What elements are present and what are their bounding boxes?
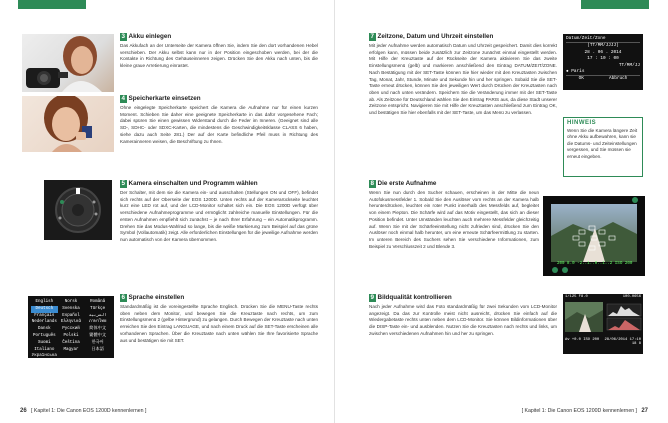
zone-label: Paris: [571, 69, 585, 75]
language-option[interactable]: Norsk: [64, 300, 78, 304]
hint-title: HINWEIS: [567, 120, 597, 126]
language-option[interactable]: Nederlands: [31, 320, 57, 325]
section-7: [369, 33, 557, 117]
section-title: Zeitzone, Datum und Uhrzeit einstellen: [377, 33, 494, 40]
language-option[interactable]: [58, 353, 85, 360]
section-body: Mit jeder Aufnahme werden automatisch Datum und Uhrzeit gespeichert. Damit dies korrekt erfolgen kann, müssen beide zusätzlich zur Zeitzone zunächst einmal eingestellt werden. Mit Hilfe der Kreuztaste auf der Rückseite der Kamera aktivieren Sie das zweite Einstellungsmenü (gelb) und markieren anschließend den Eintrag DATUM/ZEIT/ZONE. Nach Bestätigung mit der SET-Taste können Sie hier wieder mit den Kreuztasten zwischen Tag, Monat, Jahr, Stunde, Minute und Sekunde hin und her springen. Sobald Sie die SET-Taste erneut drücken, können Sie den jeweiligen Wert durch Drücken der Kreuztasten nach oben und nach unten verändern. Speichern Sie die Veränderung immer mit der SET-Taste ab. Als Zeitzone für Deutschland wählen Sie den Eintrag PARIS aus, da diese Stadt unserer Zeitzone entspricht. Navigieren Sie mit Hilfe der Kreuztasten anschließend zum Eintrag OK, und bestätigen Sie hier ebenfalls mit der SET-Taste, um das Menü zu verlassen.: [369, 43, 557, 116]
section-body: Standardmäßig ist die voreingestellte Sprache Englisch. Drücken Sie die MENU-Taste rechts oben neben dem Monitor, und bewegen Sie die Kreuztaste nach rechts, um zum Einstellungsmenü 2 (gelbe Hintergrund) zu gelangen. Durch Bewegen der Kreuztaste nach unten erreichen Sie den Eintrag LANGUAGE, und nach einem Druck auf die SET-Taste erscheinen alle vorhandenen Sprachen. Über die Kreuztaste nach unten wählen Sie Ihre favorisierte Sprache aus und bestätigen sie mit SET.: [120, 304, 318, 343]
hint-box: [563, 117, 643, 177]
section-number: 7: [370, 33, 375, 40]
viewfinder-readout: 200 8.0 -2..1..0..1..2 ISO 200: [557, 262, 633, 266]
section-heading: [120, 180, 318, 188]
language-option[interactable]: Українська: [31, 354, 57, 359]
section-9: [369, 294, 557, 338]
section-heading: [369, 180, 539, 188]
language-option[interactable]: Italiano: [34, 347, 55, 352]
section-body: Wenn Sie nun durch den Sucher schauen, erscheinen in der Mitte die neun Autofokusmessfelder 1. Sobald Sie den Auslöser vorn rechts an der Kamera halb herunterdrücken, leuchtet ein roter Punkt innerhalb des Messfelds auf, begleitet von einem Piepton. Die Schärfe wird auf das Motiv eingestellt, das sich an dieser Position befindet. Unter Umständen leuchten auch mehrere Messfelder gleichzeitig auf. Wenn Sie mit der Schärfeeinstellung nicht zufrieden sind, drücken Sie den Auslöser noch einmal halb herunter, um eine erneute Schärfeermittlung zu starten. Im unteren Bereich des Suchers sehen Sie verschiedene Informationen, zum Beispiel zu Verschlusszeit 2 und Blende 3.: [369, 190, 539, 249]
section-number: 4: [121, 95, 126, 102]
section-number: 6: [121, 294, 126, 301]
section-body: Das Akkufach an der Unterseite der Kamera öffnen Sie, indem Sie den dort vorhandenen Hebel verschieben. Der Akku selbst kann nur in der Position eingeschoben werden, bei der die Kontakte in Richtung des Gehäuseinneren zeigen. Drücken Sie den Akku nach unten, bis die kleine graue Arretierung einrastet.: [120, 43, 318, 69]
hint-text: Wenn Sie die Kamera längere Zeit ohne Akku aufbewahren, kann sie die Datums- und Zeiteinstellungen vergessen, und Sie müssen sie erneut eingeben.: [567, 128, 638, 159]
language-option[interactable]: Русский: [62, 327, 80, 332]
viewfinder-image: [543, 196, 645, 276]
language-grid: [28, 296, 114, 363]
language-option[interactable]: 한국어: [91, 340, 104, 345]
language-option[interactable]: ภาษาไทย: [88, 320, 107, 325]
language-option[interactable]: English: [35, 300, 54, 304]
section-5: [120, 180, 318, 244]
exposure-info: 1/125 F8.0: [565, 295, 588, 299]
language-option[interactable]: Română: [90, 300, 106, 304]
left-footer: 26 [ Kapitel 1: Die Canon EOS 1200D kennenlernen ]: [20, 408, 147, 414]
language-option[interactable]: Türkçe: [90, 306, 106, 311]
page-number: 27: [641, 408, 648, 414]
language-option[interactable]: Magyar: [63, 347, 79, 352]
section-title: Bildqualität kontrollieren: [377, 294, 452, 301]
language-option[interactable]: Suomi: [38, 340, 51, 345]
language-option[interactable]: 日本語: [91, 347, 104, 352]
ok-button[interactable]: OK: [578, 76, 584, 82]
date-format: (TT/MM/JJJJ): [587, 43, 619, 49]
language-option[interactable]: Español: [62, 313, 80, 318]
playback-screen: [563, 294, 643, 354]
section-8: [369, 180, 539, 250]
time-value: 17 : 10 : 00: [587, 56, 619, 62]
section-heading: [369, 33, 557, 41]
playback-settings: Av +0.0 ISO 200: [565, 338, 600, 342]
date-time-screen: [563, 34, 643, 90]
file-number: 100-0656: [622, 295, 641, 299]
section-6: [120, 294, 318, 344]
language-option[interactable]: 繁體中文: [89, 333, 107, 338]
section-title: Akku einlegen: [128, 33, 172, 40]
section-body: Der Schalter, mit dem sie die Kamera ein- und ausschalten (Stellungen ON und OFF), befindet sich rechts auf der Oberseite der EOS 1200D. Unten rechts auf der Kamerarückseite leuchtet kurz eine LED rot auf, und der LCD-Monitor schaltet sich ein. Die EOS 1200D verfügt über verschiedene Aufnahmeprogramme und ermöglicht zahlreiche manuelle Einstellungen. Für die ersten Aufnahmen empfiehlt sich zunächst – je nach Ihrer Erfahrung – ein Automatikprogramm. Drehen Sie das Modus-Wahlrad so lange, bis die weiße Markierung zum Beispiel auf das grüne Symbol (Vollautomatik) zeigt. Alle erforderlichen Einstellungen für die jeweilige Aufnahme werden nun automatisch von der Kamera übernommen.: [120, 190, 318, 242]
section-number: 5: [121, 180, 126, 187]
language-option[interactable]: Ελληνικά: [60, 320, 82, 325]
language-option[interactable]: Čeština: [62, 340, 80, 345]
language-option[interactable]: [84, 353, 111, 360]
memory-card-photo: [22, 96, 114, 152]
section-title: Sprache einstellen: [128, 294, 185, 301]
language-option[interactable]: Dansk: [38, 327, 51, 332]
top-accent-bar: [18, 0, 86, 9]
language-menu-screen: [28, 296, 114, 358]
language-option[interactable]: Polski: [63, 333, 79, 338]
format-value: TT/MM/JJ: [618, 62, 640, 68]
date-value: 28 . 06 . 2014: [584, 49, 622, 55]
language-option[interactable]: 简体中文: [89, 327, 107, 332]
section-body: Ohne eingelegte Speicherkarte speichert die Kamera die Aufnahme nur für einen kurzen Moment. Schieben Sie daher eine geeignete Speicherkarte in das dafür vorgesehene Fach; dabei spüren Sie einen gewissen Widerstand durch die Feder im Inneren. (Geeignet sind alle SD-, SDHC- oder SDXC-Karten, die mindestens die Geschwindigkeitsklasse CLASS 6 haben, siehe dazu auch Seite 281.) Der auf der Karte befindliche Pfeil muss in Richtung des Kamerainneren weisen, die Beschriftung zu Ihnen.: [120, 105, 318, 144]
camera-dial-photo: [44, 180, 112, 240]
chapter-label: Kapitel 1: Die Canon EOS 1200D kennenlernen: [33, 408, 144, 414]
section-title: Kamera einschalten und Programm wählen: [128, 180, 258, 187]
right-page: [334, 0, 668, 423]
top-accent-bar: [581, 0, 649, 9]
section-4: [120, 95, 318, 145]
section-heading: [120, 95, 318, 103]
section-body: Nach jeder Aufnahme wird das Foto standardmäßig für zwei Sekunden vom LCD-Monitor angezeigt. Da das zur Kontrolle meist nicht ausreicht, drücken Sie einfach auf die Wiedergabetaste rechts unten neben dem LCD-Monitor. Sie können Bildinformationen über die DISP-Taste ein- und ausblenden. Nutzen Sie die Kreuztasten nach rechts und links, um zwischen verschiedenen Aufnahmen hin und her zu springen.: [369, 304, 557, 336]
section-heading: [120, 294, 318, 302]
language-option[interactable]: Svenska: [62, 306, 80, 311]
section-heading: [120, 33, 318, 41]
language-option[interactable]: العربية: [88, 313, 107, 318]
section-title: Die erste Aufnahme: [377, 180, 437, 187]
zone-value: ● Paris: [566, 69, 585, 75]
section-3: [120, 33, 318, 70]
chapter-label: Kapitel 1: Die Canon EOS 1200D kennenlernen: [524, 408, 635, 414]
playback-preview: [563, 300, 643, 338]
section-number: 8: [370, 180, 375, 187]
battery-photo: [22, 34, 114, 92]
language-option[interactable]: Deutsch: [31, 306, 58, 313]
playback-date: 28/06/2014 17:10: [604, 338, 641, 342]
language-option[interactable]: Português: [33, 333, 56, 338]
section-number: 3: [121, 33, 126, 40]
cancel-button[interactable]: Abbruch: [608, 76, 628, 82]
screen-buttons: [566, 75, 640, 82]
section-number: 9: [370, 294, 375, 301]
language-option[interactable]: Français: [34, 313, 55, 318]
section-heading: [369, 294, 557, 302]
right-footer: [ Kapitel 1: Die Canon EOS 1200D kennenlernen ] 27: [521, 408, 648, 414]
page-number: 26: [20, 408, 27, 414]
section-title: Speicherkarte einsetzen: [128, 95, 201, 102]
playback-quality: 18 8: [631, 342, 641, 346]
screen-title: Datum/Zeit/Zone: [566, 36, 640, 43]
